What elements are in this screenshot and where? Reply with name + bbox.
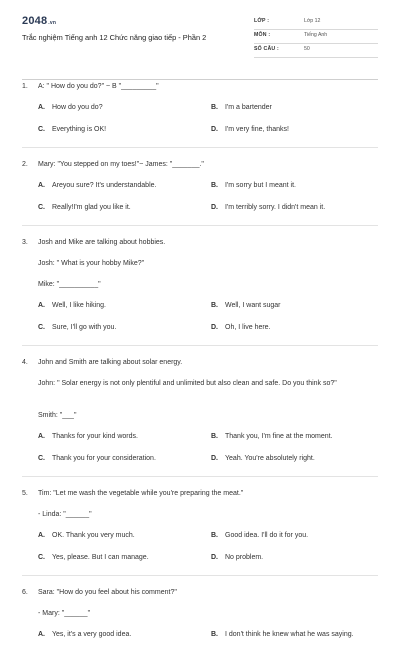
meta-value: Lớp 12 bbox=[304, 18, 321, 24]
option-b[interactable]: B. I don't think he knew what he was saying. bbox=[211, 631, 354, 638]
question-number: 1. bbox=[22, 83, 28, 90]
option-b[interactable]: B. Thank you, I'm fine at the moment. bbox=[211, 433, 333, 440]
site-logo[interactable] bbox=[22, 15, 56, 27]
option-d[interactable]: D. Oh, I live here. bbox=[211, 324, 271, 331]
question-text: Mary: "You stepped on my toes!"~ James: "_______." bbox=[38, 161, 204, 168]
question-divider bbox=[22, 225, 378, 227]
option-d[interactable]: D. I'm very fine, thanks! bbox=[211, 126, 289, 133]
question-text: John and Smith are talking about solar energy. bbox=[38, 359, 183, 366]
question-number: 6. bbox=[22, 589, 28, 596]
question-divider bbox=[22, 345, 378, 347]
option-c[interactable]: C. Everything is OK! bbox=[38, 126, 107, 133]
question-text: Mike: "__________" bbox=[38, 281, 101, 288]
meta-label: MÔN : bbox=[254, 32, 271, 38]
page-header bbox=[22, 15, 378, 65]
question-number: 5. bbox=[22, 490, 28, 497]
question-text: Tim: "Let me wash the vegetable while you're preparing the meat." bbox=[38, 490, 244, 497]
logo-text: 2048 bbox=[22, 15, 48, 27]
options-row bbox=[22, 630, 378, 652]
options-row bbox=[22, 103, 378, 125]
question-text: Smith: "___" bbox=[38, 412, 77, 419]
meta-row-subject bbox=[254, 30, 378, 44]
option-a[interactable]: A. Yes, it's a very good idea. bbox=[38, 631, 132, 638]
option-a[interactable]: A. How do you do? bbox=[38, 104, 103, 111]
question-number: 4. bbox=[22, 359, 28, 366]
options-row bbox=[22, 454, 378, 476]
question-4 bbox=[22, 358, 378, 478]
question-3 bbox=[22, 238, 378, 347]
option-d[interactable]: D. I'm terribly sorry. I didn't mean it. bbox=[211, 204, 326, 211]
options-row bbox=[22, 323, 378, 345]
question-text: A: " How do you do?" ~ B "_________" bbox=[38, 83, 159, 90]
question-divider bbox=[22, 476, 378, 478]
options-row bbox=[22, 203, 378, 225]
option-b[interactable]: B. Good idea. I'll do it for you. bbox=[211, 532, 309, 539]
meta-label: LỚP : bbox=[254, 18, 270, 24]
question-2 bbox=[22, 160, 378, 227]
option-d[interactable]: D. No problem. bbox=[211, 554, 264, 561]
options-row bbox=[22, 125, 378, 147]
question-text: Josh: " What is your hobby Mike?" bbox=[38, 260, 145, 267]
meta-value: Tiếng Anh bbox=[304, 32, 328, 38]
option-a[interactable]: A. Thanks for your kind words. bbox=[38, 433, 138, 440]
question-text: - Mary: "______" bbox=[38, 610, 91, 617]
question-text: Sara: "How do you feel about his comment?" bbox=[38, 589, 177, 596]
option-d[interactable]: D. Yeah. You're absolutely right. bbox=[211, 455, 315, 462]
options-row bbox=[22, 301, 378, 323]
option-c[interactable]: C. Really!I'm glad you like it. bbox=[38, 204, 131, 211]
header-divider bbox=[22, 79, 378, 80]
question-number: 2. bbox=[22, 161, 28, 168]
options-row bbox=[22, 531, 378, 553]
question-divider bbox=[22, 575, 378, 577]
option-c[interactable]: C. Thank you for your consideration. bbox=[38, 455, 156, 462]
meta-label: SỐ CÂU : bbox=[254, 46, 279, 52]
page-title: Trắc nghiệm Tiếng anh 12 Chức năng giao tiếp - Phần 2 bbox=[22, 33, 207, 42]
question-divider bbox=[22, 147, 378, 149]
question-list bbox=[22, 82, 378, 652]
meta-info bbox=[254, 16, 378, 58]
options-row bbox=[22, 181, 378, 203]
option-c[interactable]: C. Sure, I'll go with you. bbox=[38, 324, 117, 331]
meta-row-count bbox=[254, 44, 378, 58]
question-text: - Linda: "______" bbox=[38, 511, 92, 518]
option-b[interactable]: B. I'm a bartender bbox=[211, 104, 272, 111]
option-b[interactable]: B. Well, I want sugar bbox=[211, 302, 281, 309]
question-5 bbox=[22, 489, 378, 577]
question-text: John: " Solar energy is not only plentiful and unlimited but also clean and safe. Do you think so?" bbox=[38, 380, 337, 387]
options-row bbox=[22, 432, 378, 454]
meta-row-class bbox=[254, 16, 378, 30]
question-6 bbox=[22, 588, 378, 652]
question-1 bbox=[22, 82, 378, 149]
option-a[interactable]: A. Areyou sure? It's understandable. bbox=[38, 182, 157, 189]
logo-suffix: .vn bbox=[48, 20, 57, 26]
meta-value: 50 bbox=[304, 46, 310, 52]
option-c[interactable]: C. Yes, please. But I can manage. bbox=[38, 554, 149, 561]
question-text: Josh and Mike are talking about hobbies. bbox=[38, 239, 166, 246]
option-a[interactable]: A. Well, I like hiking. bbox=[38, 302, 106, 309]
option-a[interactable]: A. OK. Thank you very much. bbox=[38, 532, 135, 539]
options-row bbox=[22, 553, 378, 575]
option-b[interactable]: B. I'm sorry but I meant it. bbox=[211, 182, 296, 189]
question-number: 3. bbox=[22, 239, 28, 246]
